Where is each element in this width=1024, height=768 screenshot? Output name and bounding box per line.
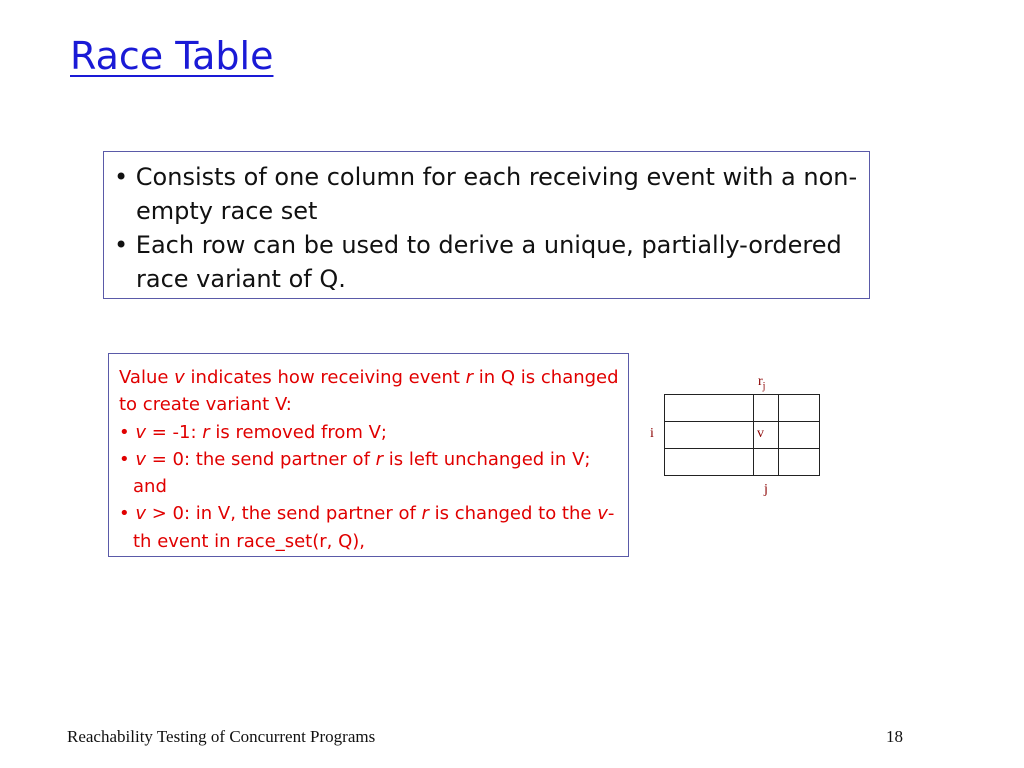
text-run: -th event in race_set(r, Q), [133,503,615,552]
text-run: is changed to the [428,503,598,525]
var-r: r [421,503,429,525]
var-v: v [135,421,146,443]
bottom-label: j [764,482,768,497]
var-r: r [202,421,210,443]
bullet-item-2: • Each row can be used to derive a unique, partially-ordered race variant of Q. [114,231,842,293]
text-run: indicates how receiving event [184,367,466,388]
footer-title: Reachability Testing of Concurrent Programs [67,727,376,746]
var-v: v [174,367,185,388]
text-run: = 0: the send partner of [146,448,376,470]
cell-value-label: v [757,426,764,441]
table-row [665,422,820,449]
bullet-mark: • [119,448,136,470]
table-cell [665,422,754,449]
explanation-item-1 [119,419,620,446]
table-cell [665,395,754,422]
var-v: v [597,503,608,525]
table-row [665,395,820,422]
column-label-main: r [758,374,763,389]
table-cell [779,395,820,422]
bullet-mark: • [119,503,136,525]
var-r: r [465,367,474,388]
text-run: is left unchanged in V; and [133,448,591,498]
explanation-item-2 [119,446,620,501]
var-v: v [135,503,146,525]
table-cell [754,449,779,476]
text-run: in Q is changed to create variant V: [119,367,619,416]
bullet-item-1: • Consists of one column for each receiving event with a non-empty race set [114,163,858,225]
column-label [758,374,765,392]
explanation-item-3 [119,500,620,555]
var-v: v [135,448,146,470]
bullet-mark: • [119,421,136,443]
text-run: > 0: in V, the send partner of [146,503,422,525]
text-run: = -1: [146,421,203,443]
table-cell [779,422,820,449]
slide-title: Race Table [70,34,274,78]
text-run: Value [119,367,175,388]
table-cell [665,449,754,476]
column-label-subscript: j [762,380,766,392]
var-r: r [375,448,384,470]
bullet-box [103,151,870,299]
table-cell [779,449,820,476]
text-run: is removed from V; [209,421,387,443]
race-table-diagram [664,394,820,476]
table-cell [754,395,779,422]
table-row [665,449,820,476]
page-number: 18 [886,727,903,746]
row-label: i [650,426,654,441]
explanation-intro [119,364,620,419]
explanation-box [108,353,629,557]
